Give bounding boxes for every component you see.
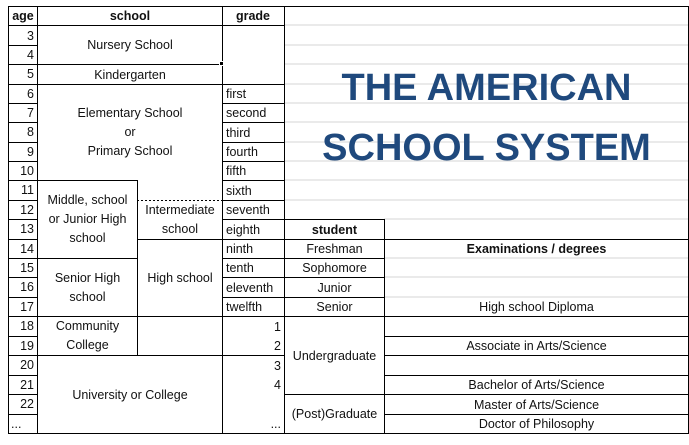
- grade-cell: third: [226, 125, 251, 140]
- title-line-2: SCHOOL SYSTEM: [322, 127, 651, 169]
- age-cell: 7: [27, 105, 34, 120]
- age-cell: 8: [27, 125, 34, 139]
- school-senior-high: Senior High school: [54, 270, 121, 304]
- age-cell: ...: [11, 416, 22, 431]
- school-university: University or College: [72, 387, 188, 402]
- degree-hs: High school Diploma: [479, 300, 594, 314]
- school-high-school: High school: [147, 271, 213, 285]
- header-exams: Examinations / degrees: [466, 242, 607, 256]
- grade-cell: ...: [270, 417, 281, 431]
- header-age: age: [12, 9, 34, 23]
- student-junior: Junior: [317, 280, 352, 295]
- grade-cell: 2: [274, 339, 281, 353]
- school-middle: Middle, school or Junior High school: [47, 193, 128, 245]
- grade-cell: sixth: [226, 183, 252, 198]
- page-title: [284, 58, 689, 178]
- degree-associate: Associate in Arts/Science: [466, 339, 607, 353]
- grade-cell: second: [226, 106, 267, 120]
- school-community: Community College: [55, 319, 120, 352]
- age-cell: 17: [20, 299, 34, 314]
- age-cell: 14: [20, 241, 34, 256]
- degree-doctor: Doctor of Philosophy: [478, 417, 595, 431]
- age-cell: 10: [20, 163, 34, 178]
- grade-cell: first: [226, 87, 247, 101]
- age-cell: 13: [20, 222, 34, 236]
- header-school: school: [109, 9, 151, 23]
- age-cell: 3: [27, 28, 34, 43]
- age-cell: 22: [20, 397, 34, 411]
- title-line-1: THE AMERICAN: [341, 67, 632, 109]
- school-nursery: Nursery School: [87, 38, 173, 52]
- grade-cell: 4: [274, 378, 281, 392]
- age-cell: 6: [27, 86, 34, 101]
- age-cell: 15: [20, 260, 34, 275]
- degree-bachelor: Bachelor of Arts/Science: [468, 378, 605, 392]
- grade-cell: 3: [274, 358, 281, 373]
- fill-handle[interactable]: [219, 61, 224, 66]
- school-kindergarten: Kindergarten: [94, 67, 166, 82]
- grade-cell: 1: [274, 319, 281, 334]
- school-elementary: Elementary School or Primary School: [77, 106, 183, 158]
- grade-cell: ninth: [226, 242, 254, 256]
- grade-cell: seventh: [226, 203, 270, 217]
- grade-cell: eighth: [226, 222, 261, 237]
- age-cell: 20: [20, 358, 34, 372]
- grade-cell: fourth: [226, 145, 258, 159]
- grade-cell: [223, 395, 284, 414]
- degree-master: Master of Arts/Science: [473, 397, 600, 412]
- header-grade: grade: [235, 9, 271, 23]
- grade-cell: twelfth: [226, 300, 263, 314]
- age-cell: 12: [20, 202, 34, 217]
- student-freshman: Freshman: [306, 242, 363, 256]
- age-cell: 9: [27, 144, 34, 159]
- header-student: student: [311, 222, 358, 237]
- grade-cell: fifth: [226, 164, 247, 178]
- age-cell: 4: [27, 47, 34, 62]
- age-cell: 21: [20, 377, 34, 392]
- age-cell: 18: [20, 319, 34, 333]
- student-senior: Senior: [316, 300, 353, 314]
- age-cell: 16: [20, 280, 34, 294]
- student-undergraduate: Undergraduate: [292, 348, 377, 363]
- grade-cell: tenth: [226, 261, 254, 275]
- grade-cell: eleventh: [226, 280, 274, 295]
- student-graduate: (Post)Graduate: [291, 407, 378, 421]
- school-intermediate: Intermediate school: [145, 203, 215, 236]
- age-cell: 11: [21, 183, 34, 197]
- student-sophomore: Sophomore: [302, 261, 367, 275]
- age-cell: 5: [27, 67, 34, 81]
- age-cell: 19: [20, 338, 34, 353]
